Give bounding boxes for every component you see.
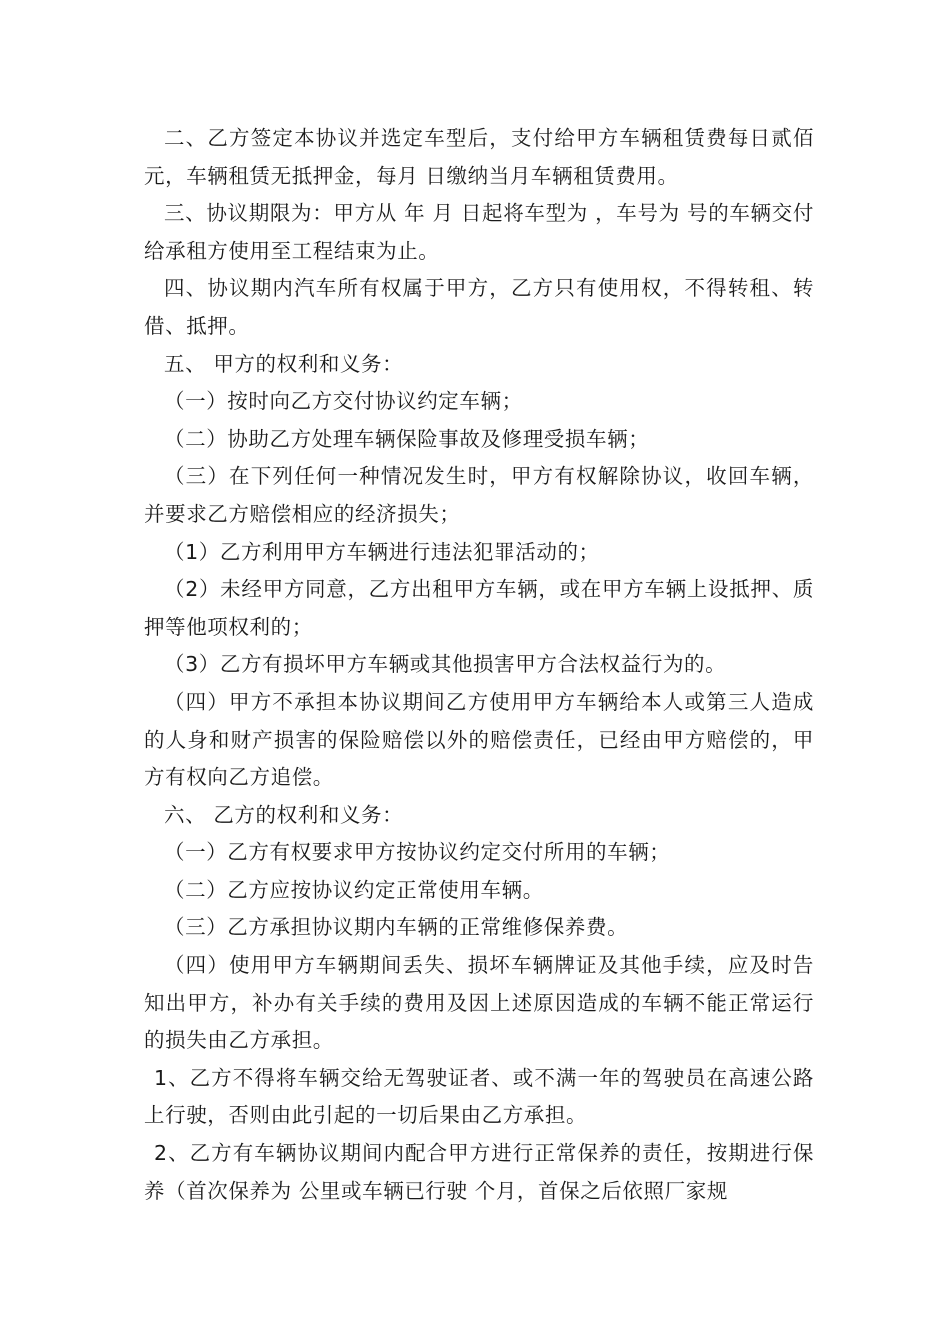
clause-6-item-1: （一）乙方有权要求甲方按协议约定交付所用的车辆； [164,840,671,865]
clause-3: 三、协议期限为：甲方从 年 月 日起将车型为 ，车号为 号的车辆交付给承租方使用至工程结束为止。 [144,201,814,263]
clause-5-item-4: （四）甲方不承担本协议期间乙方使用甲方车辆给本人或第三人造成的人身和财产损害的保险赔偿以外的赔偿责任，已经由甲方赔偿的，甲方有权向乙方追偿。 [144,689,814,790]
clause-6-item-3: （三）乙方承担协议期内车辆的正常维修保养费。 [164,915,629,940]
clause-2: 二、乙方签定本协议并选定车型后，支付给甲方车辆租赁费每日贰佰 元，车辆租赁无抵押金，每月 日缴纳当月车辆租赁费用。 [144,126,814,188]
clause-6-note-2: 2、乙方有车辆协议期间内配合甲方进行正常保养的责任，按期进行保养（首次保养为 公里或车辆已行驶 个月，首保之后依照厂家规 [144,1141,814,1203]
clause-5-item-3-sub-2: （2）未经甲方同意，乙方出租甲方车辆，或在甲方车辆上设抵押、质押等他项权利的； [144,577,814,639]
clause-5-item-1: （一）按时向乙方交付协议约定车辆； [164,389,523,414]
clause-6-note-1: 1、乙方不得将车辆交给无驾驶证者、或不满一年的驾驶员在高速公路上行驶，否则由此引起的一切后果由乙方承担。 [144,1065,814,1128]
clause-6-item-4: （四）使用甲方车辆期间丢失、损坏车辆牌证及其他手续，应及时告知出甲方，补办有关手续的费用及因上述原因造成的车辆不能正常运行的损失由乙方承担。 [144,953,814,1053]
clause-4: 四、协议期内汽车所有权属于甲方，乙方只有使用权，不得转租、转借、抵押。 [144,276,814,338]
clause-6-item-2: （二）乙方应按协议约定正常使用车辆。 [164,877,544,902]
clause-5-heading: 五、 甲方的权利和义务： [164,351,404,376]
clause-5-item-3-sub-1: （1）乙方利用甲方车辆进行违法犯罪活动的； [164,539,600,564]
clause-5-item-3-sub-3: （3）乙方有损坏甲方车辆或其他损害甲方合法权益行为的。 [164,652,727,677]
clause-6-heading: 六、 乙方的权利和义务： [164,802,404,827]
clause-5-item-3: （三）在下列任何一种情况发生时，甲方有权解除协议，收回车辆，并要求乙方赔偿相应的经济损失； [144,464,814,526]
clause-5-item-2: （二）协助乙方处理车辆保险事故及修理受损车辆； [164,426,650,451]
